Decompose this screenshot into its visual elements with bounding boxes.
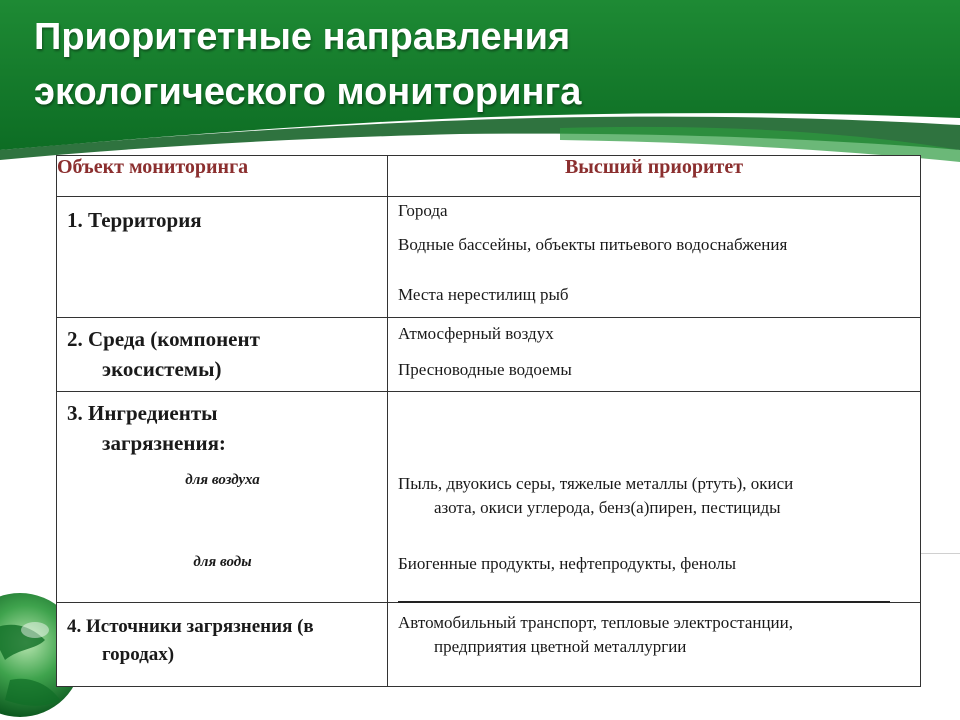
column-header-object: Объект мониторинга	[57, 156, 388, 197]
separator-line	[398, 601, 890, 603]
table-header-row	[57, 156, 921, 197]
priority-cell	[388, 392, 921, 603]
object-territory: 1. Территория	[67, 208, 202, 232]
decorative-rule	[920, 553, 960, 554]
object-line: городах)	[102, 644, 175, 665]
object-line: экосистемы)	[102, 357, 222, 381]
slide-title	[34, 10, 934, 120]
sub-label-air: для воздуха	[185, 472, 260, 488]
table-row	[57, 392, 921, 603]
table-row	[57, 318, 921, 392]
priority-item: Места нерестилищ рыб	[398, 285, 569, 304]
object-cell	[57, 603, 388, 687]
priority-cell	[388, 603, 921, 687]
priority-item: предприятия цветной металлургии	[434, 637, 687, 656]
priority-cell	[388, 318, 921, 392]
object-line: 3. Ингредиенты	[67, 401, 218, 425]
title-line-1: Приоритетные направления	[34, 16, 571, 58]
object-cell	[57, 197, 388, 318]
table-row	[57, 197, 921, 318]
object-line: 4. Источники загрязнения (в	[67, 616, 314, 637]
object-environment	[57, 318, 387, 384]
priority-item: Атмосферный воздух	[398, 324, 554, 343]
priority-item: Биогенные продукты, нефтепродукты, фенолы	[398, 554, 737, 573]
object-cell	[57, 392, 388, 603]
object-cell	[57, 318, 388, 392]
table-row	[57, 603, 921, 687]
priority-item: Города	[398, 201, 448, 220]
object-sources	[57, 603, 387, 669]
object-line: загрязнения:	[102, 431, 226, 455]
sub-label-water: для воды	[193, 554, 252, 570]
priority-item: Автомобильный транспорт, тепловые электростанции,	[398, 613, 794, 632]
priority-item: Водные бассейны, объекты питьевого водоснабжения	[398, 235, 788, 254]
priority-item: Пыль, двуокись серы, тяжелые металлы (ртуть), окиси	[398, 474, 794, 493]
object-pollutants	[57, 392, 387, 458]
priority-item: азота, окиси углерода, бенз(а)пирен, пестициды	[434, 498, 781, 517]
column-header-priority: Высший приоритет	[388, 156, 921, 197]
object-line: 2. Среда (компонент	[67, 327, 260, 351]
priority-cell	[388, 197, 921, 318]
priority-item: Пресноводные водоемы	[398, 360, 572, 379]
title-line-2: экологического мониторинга	[34, 71, 582, 113]
monitoring-table	[56, 155, 921, 687]
